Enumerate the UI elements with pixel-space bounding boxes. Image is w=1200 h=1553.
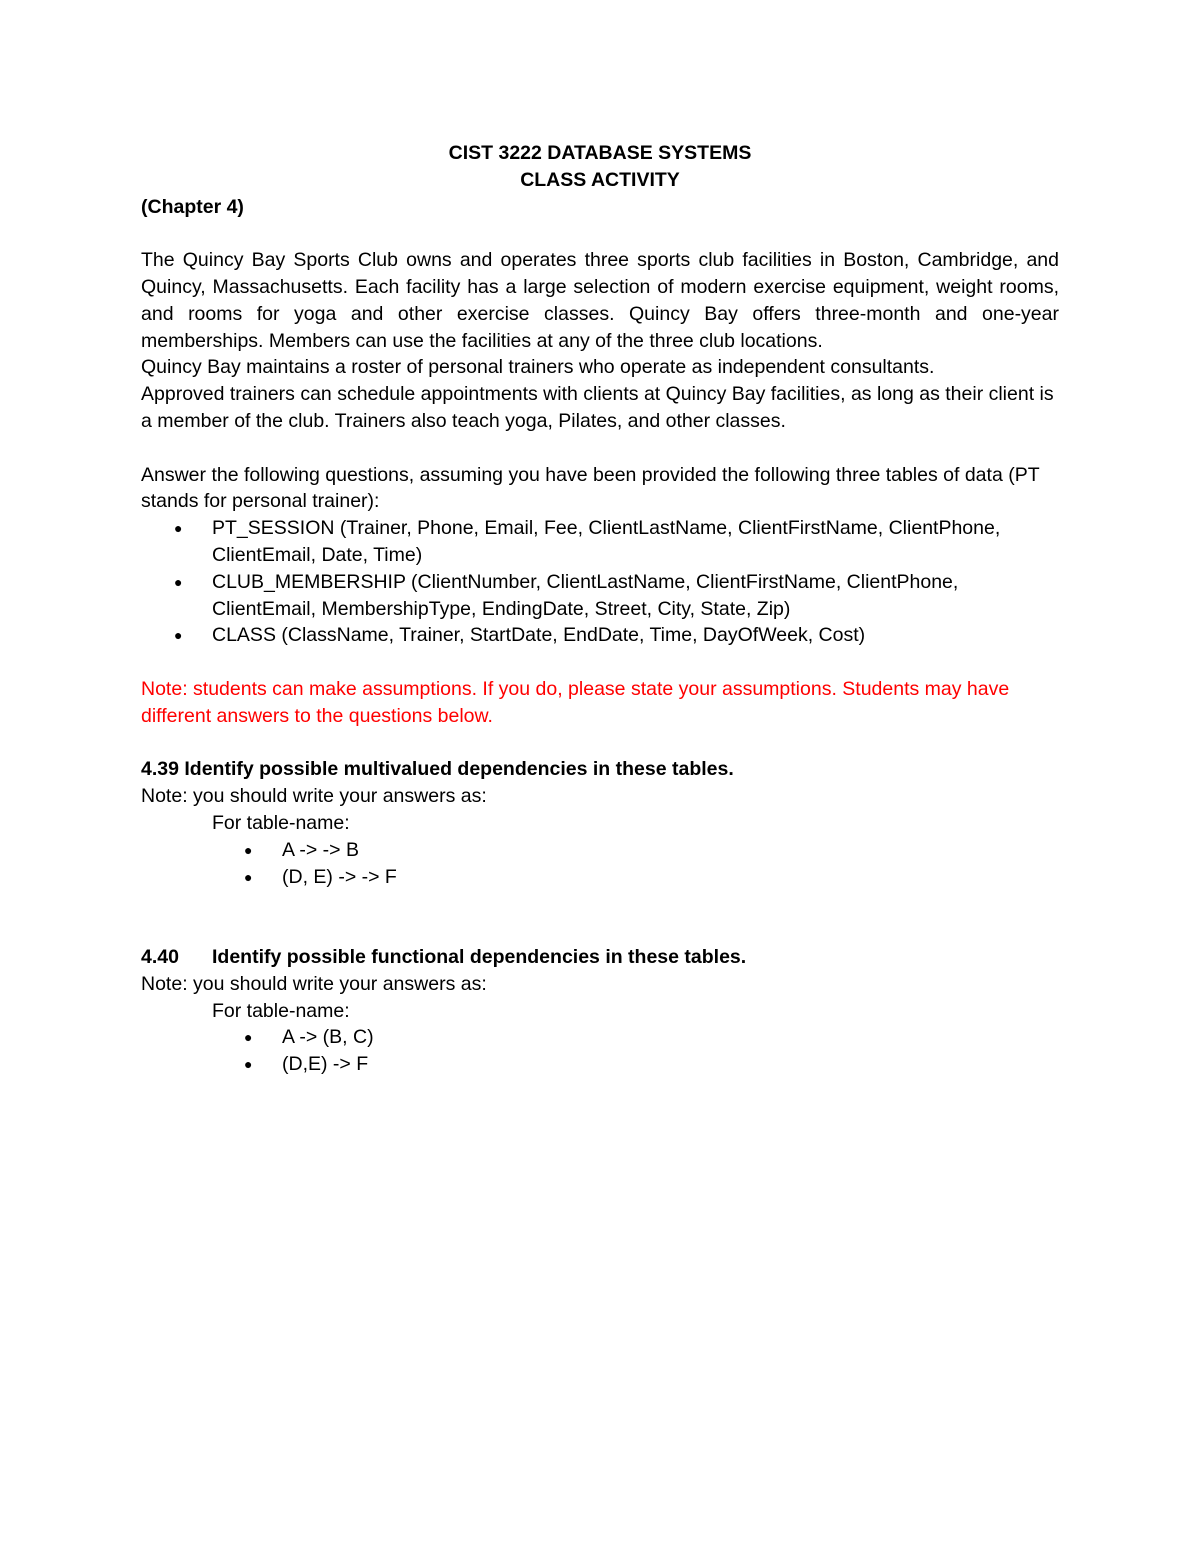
intro-line-trainers: Quincy Bay maintains a roster of personal trainers who operate as independent consultants. bbox=[141, 356, 935, 379]
intro-line-approved: Approved trainers can schedule appointments with clients at Quincy Bay facilities, as long as their client is a member of the club. Trainers also teach yoga, Pilates, and other classes. bbox=[141, 383, 1054, 432]
question-4-39-note: Note: you should write your answers as: bbox=[141, 785, 487, 808]
question-4-40-text: Identify possible functional dependencies in these tables. bbox=[212, 945, 747, 968]
activity-title: CLASS ACTIVITY bbox=[520, 168, 680, 191]
question-4-40-examples bbox=[141, 1024, 1059, 1078]
question-4-40-note: Note: you should write your answers as: bbox=[141, 972, 487, 995]
bullet-icon: ● bbox=[174, 520, 183, 537]
assumptions-note: Note: students can make assumptions. If you do, please state your assumptions. Students may have different answers to the questions below. bbox=[141, 677, 1010, 727]
table-list bbox=[141, 515, 1059, 649]
question-4-40-title bbox=[141, 944, 1059, 971]
list-item bbox=[244, 864, 1059, 891]
list-item bbox=[244, 1051, 1059, 1078]
document-page bbox=[141, 140, 1059, 1078]
list-item bbox=[174, 569, 1059, 623]
instructions-text: Answer the following questions, assuming you have been provided the following three tables of data (PT stands for personal trainer): bbox=[141, 463, 1040, 513]
table-class: CLASS (ClassName, Trainer, StartDate, EndDate, Time, DayOfWeek, Cost) bbox=[212, 624, 866, 647]
example-mvd-2: (D, E) -> -> F bbox=[282, 865, 397, 888]
table-pt-session: PT_SESSION (Trainer, Phone, Email, Fee, ClientLastName, ClientFirstName, ClientPhone, ClientEmail, Date, Time) bbox=[212, 517, 1001, 566]
list-item bbox=[244, 837, 1059, 864]
list-item bbox=[174, 622, 1059, 649]
list-item bbox=[174, 515, 1059, 569]
question-4-39-for-label: For table-name: bbox=[212, 811, 350, 834]
example-mvd-1: A -> -> B bbox=[282, 838, 359, 861]
bullet-icon: ● bbox=[174, 573, 183, 590]
example-fd-1: A -> (B, C) bbox=[282, 1026, 374, 1049]
table-club-membership: CLUB_MEMBERSHIP (ClientNumber, ClientLastName, ClientFirstName, ClientPhone, ClientEmail, MembershipType, EndingDate, Street, City, State, Zip) bbox=[212, 570, 959, 620]
intro-paragraph: The Quincy Bay Sports Club owns and operates three sports club facilities in Boston, Cambridge, and Quincy, Massachusetts. Each facility has a large selection of modern exercise equipment, weight rooms, and rooms for yoga and other exercise classes. Quincy Bay offers three-month and one-year memberships. Members can use the facilities at any of the three club locations. bbox=[141, 249, 1059, 352]
bullet-icon: ● bbox=[244, 841, 253, 858]
bullet-icon: ● bbox=[244, 868, 253, 885]
bullet-icon: ● bbox=[244, 1029, 253, 1046]
bullet-icon: ● bbox=[244, 1056, 253, 1073]
list-item bbox=[244, 1024, 1059, 1051]
question-4-39-title: 4.39 Identify possible multivalued dependencies in these tables. bbox=[141, 758, 734, 781]
chapter-label: (Chapter 4) bbox=[141, 195, 244, 218]
course-title: CIST 3222 DATABASE SYSTEMS bbox=[448, 142, 752, 164]
example-fd-2: (D,E) -> F bbox=[282, 1053, 369, 1076]
question-4-40-number: 4.40 bbox=[141, 945, 179, 968]
question-4-39-examples bbox=[141, 837, 1059, 891]
bullet-icon: ● bbox=[174, 627, 183, 644]
question-4-40-for-label: For table-name: bbox=[212, 999, 350, 1022]
